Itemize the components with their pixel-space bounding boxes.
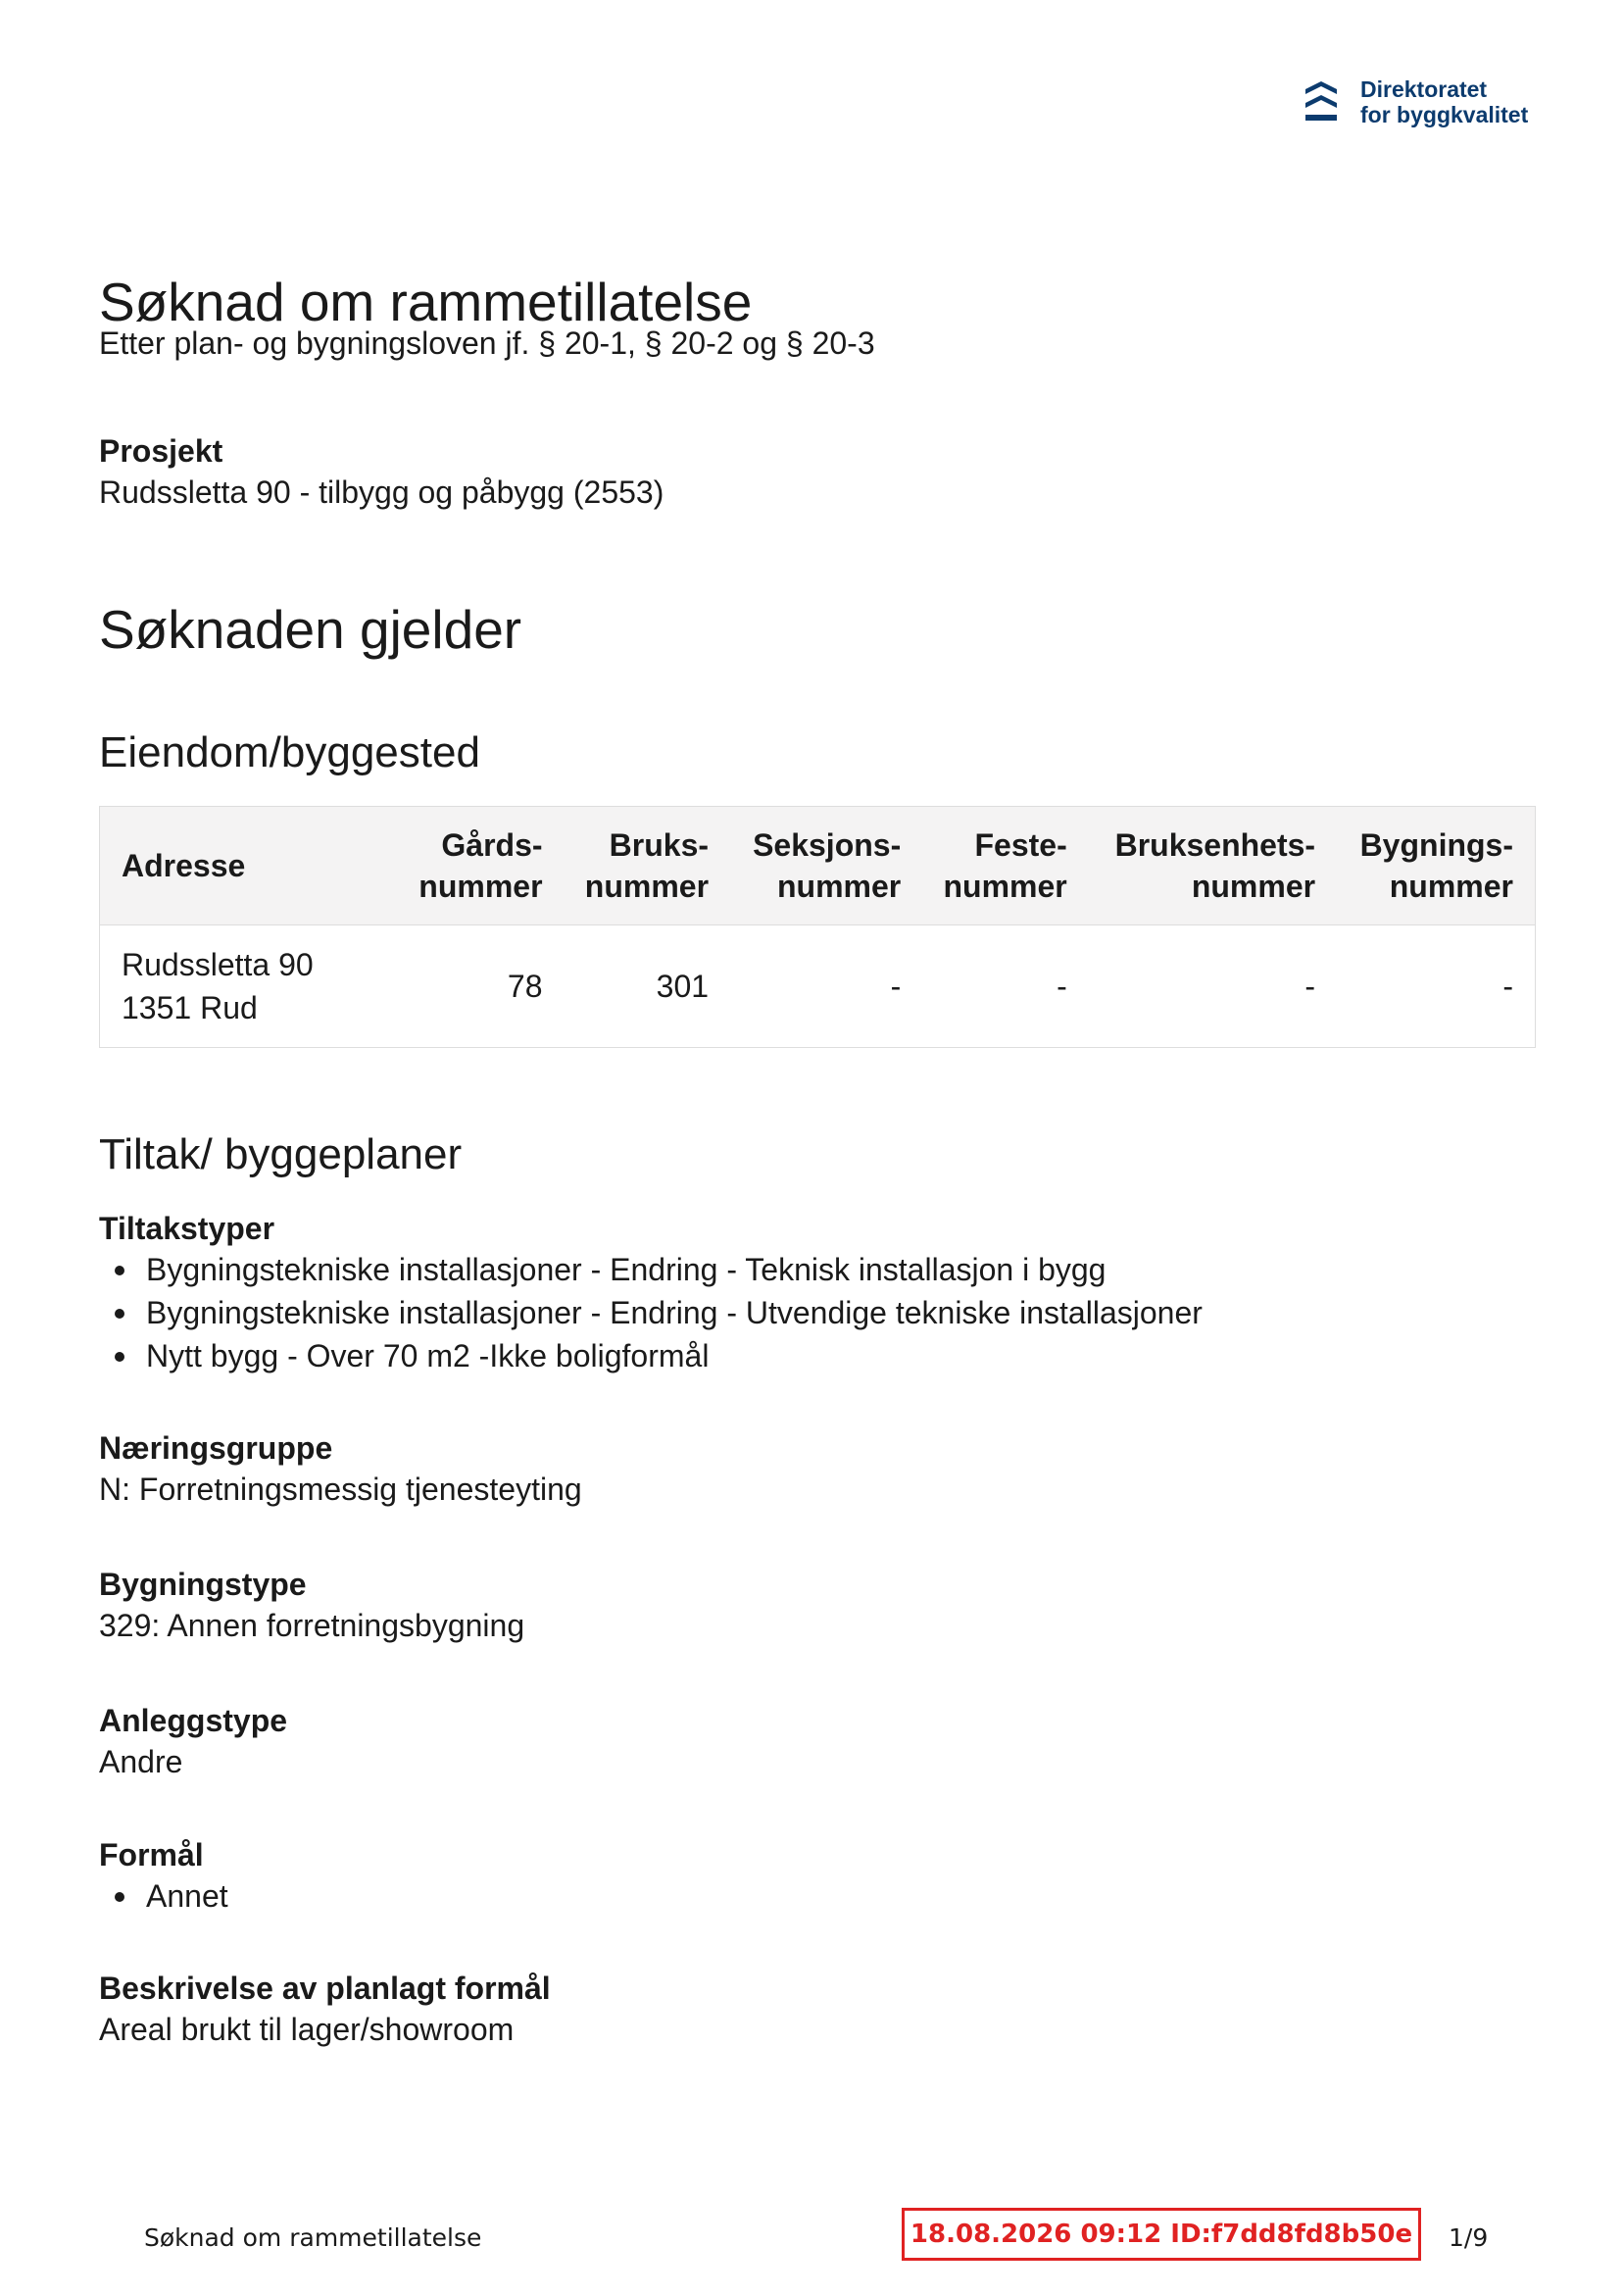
list-item: Annet: [146, 1874, 228, 1918]
anleggstype-label: Anleggstype: [99, 1703, 288, 1738]
beskrivelse-block: [99, 1969, 551, 2051]
page-subtitle: Etter plan- og bygningsloven jf. § 20-1, § 20-2 og § 20-3: [99, 325, 875, 361]
cell-bygningsnummer: -: [1502, 969, 1513, 1004]
project-value: Rudssletta 90 - tilbygg og påbygg (2553): [99, 474, 664, 510]
project-block: [99, 431, 664, 514]
list-item: Bygningstekniske installasjoner - Endring - Teknisk installasjon i bygg: [146, 1248, 1203, 1291]
chevron-stack-icon: [1303, 79, 1339, 125]
footer-doc-name: Søknad om rammetillatelse: [144, 2223, 482, 2252]
table-row: [100, 925, 1536, 1048]
page-title: Søknad om rammetillatelse: [99, 272, 753, 332]
property-table: [99, 806, 1536, 1048]
dibk-logo: [1303, 76, 1528, 127]
cell-festenummer: -: [1057, 969, 1067, 1004]
col-bygningsnummer: Bygnings- nummer: [1337, 807, 1535, 925]
naeringsgruppe-label: Næringsgruppe: [99, 1430, 333, 1466]
logo-line-1: Direktoratet: [1360, 76, 1488, 102]
tiltakstyper-list: [99, 1248, 1203, 1377]
anleggstype-value: Andre: [99, 1744, 183, 1779]
property-heading: Eiendom/byggested: [99, 728, 480, 776]
formal-list: [99, 1874, 228, 1918]
cell-gardsnummer: 78: [507, 969, 543, 1004]
col-gardsnummer: Gårds- nummer: [398, 807, 565, 925]
col-festenummer: Feste- nummer: [922, 807, 1089, 925]
bygningstype-value: 329: Annen forretningsbygning: [99, 1608, 525, 1643]
project-label: Prosjekt: [99, 433, 223, 469]
formal-label: Formål: [99, 1837, 204, 1872]
col-bruksenhetsnummer: Bruksenhets- nummer: [1089, 807, 1337, 925]
cell-adresse: Rudssletta 90 1351 Rud: [122, 947, 314, 1025]
timestamp-stamp: 18.08.2026 09:12 ID:f7dd8fd8b50e: [902, 2208, 1421, 2261]
table-header-row: [100, 807, 1536, 925]
cell-seksjonsnummer: -: [890, 969, 902, 1004]
bygningstype-block: [99, 1565, 524, 1647]
col-adresse: Adresse: [100, 807, 399, 925]
anleggstype-block: [99, 1701, 287, 1783]
section-heading: Søknaden gjelder: [99, 599, 522, 660]
tiltakstyper-label: Tiltakstyper: [99, 1211, 275, 1246]
cell-bruksnummer: 301: [656, 969, 710, 1004]
col-bruksnummer: Bruks- nummer: [565, 807, 731, 925]
page-number: 1/9: [1449, 2223, 1489, 2252]
beskrivelse-value: Areal brukt til lager/showroom: [99, 2012, 515, 2047]
bygningstype-label: Bygningstype: [99, 1567, 307, 1602]
logo-line-2: for byggkvalitet: [1360, 102, 1529, 127]
naeringsgruppe-block: [99, 1428, 582, 1511]
tiltakstyper-block: [99, 1209, 1203, 1377]
logo-text: [1360, 76, 1528, 127]
plans-heading: Tiltak/ byggeplaner: [99, 1130, 463, 1178]
naeringsgruppe-value: N: Forretningsmessig tjenesteyting: [99, 1472, 582, 1507]
list-item: Nytt bygg - Over 70 m2 -Ikke boligformål: [146, 1334, 1203, 1377]
cell-bruksenhetsnummer: -: [1304, 969, 1316, 1004]
formal-block: [99, 1835, 228, 1918]
beskrivelse-label: Beskrivelse av planlagt formål: [99, 1971, 551, 2006]
col-seksjonsnummer: Seksjons- nummer: [730, 807, 922, 925]
list-item: Bygningstekniske installasjoner - Endring - Utvendige tekniske installasjoner: [146, 1291, 1203, 1334]
